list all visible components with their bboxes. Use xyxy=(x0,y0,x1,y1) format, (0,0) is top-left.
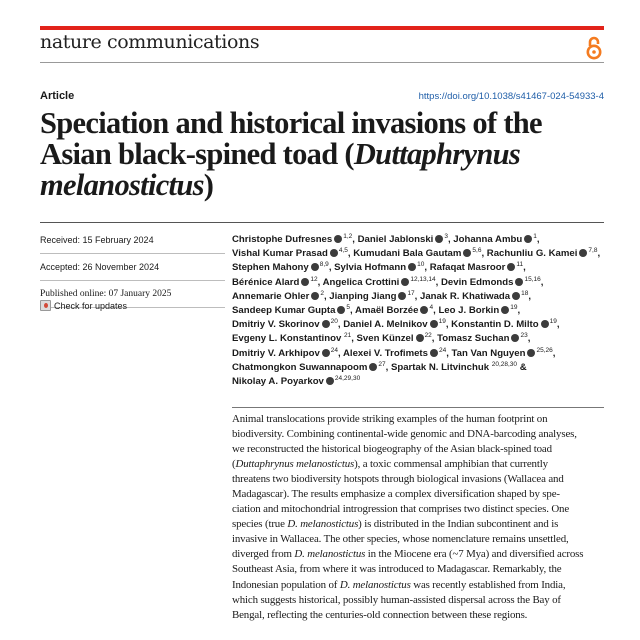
orcid-icon[interactable] xyxy=(322,320,330,328)
orcid-icon[interactable] xyxy=(541,320,549,328)
author-line xyxy=(232,304,604,318)
author-name[interactable]: , Sven Künzel xyxy=(351,333,414,345)
author-separator: , xyxy=(552,347,556,359)
received-date: Received: 15 February 2024 xyxy=(40,234,225,254)
author-name[interactable]: Annemarie Ohler xyxy=(232,290,310,302)
affiliation-superscript[interactable]: 24 xyxy=(438,346,447,354)
abstract-line xyxy=(232,412,607,427)
abstract-text: Indonesian population of xyxy=(232,578,340,591)
author-name[interactable]: , Jianping Jiang xyxy=(323,290,397,302)
abstract-text: ciation and mitochondrial introgression that comprises two distinct species. One xyxy=(232,503,570,516)
journal-name[interactable]: nature communications xyxy=(40,31,260,53)
abstract-text: species (true xyxy=(232,518,288,531)
species-name: D. melanostictus xyxy=(339,578,411,591)
crossmark-icon xyxy=(40,300,51,311)
abstract-divider xyxy=(232,407,604,408)
author-name[interactable]: Vishal Kumar Prasad xyxy=(232,248,328,260)
title-divider xyxy=(40,222,604,223)
author-name[interactable]: , Spartak N. Litvinchuk xyxy=(385,361,490,373)
orcid-icon[interactable] xyxy=(326,377,334,385)
species-name: Duttaphrynus melanostictus xyxy=(235,458,355,471)
species-name: D. melanostictus xyxy=(287,518,359,531)
author-line xyxy=(232,318,604,332)
abstract-line xyxy=(232,472,607,487)
author-name[interactable]: , Konstantin D. Milto xyxy=(445,319,539,331)
author-name[interactable]: Sandeep Kumar Gupta xyxy=(232,304,336,316)
orcid-icon[interactable] xyxy=(330,249,338,257)
author-separator: , xyxy=(523,262,526,274)
abstract-text: we reconstructed the historical biogeography of the Asian black-spined toad xyxy=(232,443,552,456)
author-line xyxy=(232,247,604,261)
orcid-icon[interactable] xyxy=(311,263,319,271)
affiliation-superscript[interactable]: 19 xyxy=(510,303,518,311)
abstract-text: Madagascar). The results emphasize a complex diversification shaped by spe- xyxy=(232,488,560,501)
orcid-icon[interactable] xyxy=(416,334,424,342)
affiliation-superscript[interactable]: 3 xyxy=(444,233,448,240)
abstract-text: Animal translocations provide striking examples of the human footprint on xyxy=(232,413,548,425)
author-name[interactable]: , Angelica Crottini xyxy=(317,276,400,288)
affiliation-superscript[interactable]: 4 xyxy=(429,303,434,311)
affiliation-superscript[interactable]: 12,13,14 xyxy=(410,275,436,283)
affiliation-superscript[interactable]: 5 xyxy=(346,303,351,311)
accepted-date: Accepted: 26 November 2024 xyxy=(40,261,225,281)
abstract-line xyxy=(232,457,607,472)
affiliation-superscript[interactable]: 24,29,30 xyxy=(334,374,361,382)
abstract-text: diverged from xyxy=(232,548,295,561)
affiliation-superscript[interactable]: 2 xyxy=(320,289,324,297)
title-line: Asian black-spined toad (Duttaphrynus xyxy=(40,137,521,171)
doi-link[interactable]: https://doi.org/10.1038/s41467-024-54933-4 xyxy=(418,91,604,102)
author-list xyxy=(232,233,604,389)
affiliation-superscript[interactable]: 27 xyxy=(378,360,386,368)
author-name[interactable]: Bérénice Alard xyxy=(232,276,300,288)
orcid-icon[interactable] xyxy=(420,306,428,314)
author-name[interactable]: , Daniel A. Melnikov xyxy=(337,319,428,331)
author-name[interactable]: , Leo J. Borkin xyxy=(433,304,500,316)
abstract-text: which suggests historical, possibly human-assisted dispersal across the Bay of xyxy=(232,593,561,606)
author-name[interactable]: , Rafaqat Masroor xyxy=(424,262,506,274)
affiliation-superscript[interactable]: 22 xyxy=(424,332,432,340)
abstract-text: biodiversity. Combining continental-wide genomic and DNA-barcoding analyses, xyxy=(232,428,577,441)
orcid-icon[interactable] xyxy=(369,363,377,371)
orcid-icon[interactable] xyxy=(501,306,509,314)
author-name[interactable]: , Sylvia Hofmann xyxy=(328,262,407,274)
author-line xyxy=(232,347,604,361)
affiliation-superscript[interactable]: 4,5 xyxy=(338,247,348,255)
affiliation-superscript[interactable]: 17 xyxy=(407,289,415,297)
author-name[interactable]: , Rachunliu G. Kamei xyxy=(481,248,578,260)
orcid-icon[interactable] xyxy=(430,320,438,328)
author-separator: , xyxy=(597,248,601,260)
affiliation-superscript[interactable]: 24 xyxy=(330,346,339,354)
check-for-updates-label: Check for updates xyxy=(54,300,128,311)
header-divider xyxy=(40,62,604,63)
author-line xyxy=(232,261,604,275)
abstract-line xyxy=(232,562,607,577)
orcid-icon[interactable] xyxy=(334,235,342,243)
author-name[interactable]: , Tomasz Suchan xyxy=(431,333,510,345)
author-separator: , xyxy=(536,234,540,245)
affiliation-superscript[interactable]: 25,26 xyxy=(536,346,553,354)
affiliation-superscript[interactable]: 5,6 xyxy=(472,247,482,255)
species-name: D. melanostictus xyxy=(294,548,366,561)
abstract-line xyxy=(232,442,607,457)
author-name[interactable]: , Tan Van Nguyen xyxy=(446,347,526,359)
abstract-line xyxy=(232,487,607,502)
author-separator: , xyxy=(556,319,560,331)
abstract-line xyxy=(232,517,607,532)
author-separator: , xyxy=(527,333,531,345)
orcid-icon[interactable] xyxy=(463,249,471,257)
affiliation-superscript[interactable]: 1 xyxy=(533,233,537,240)
abstract-text: ), a toxic commensal amphibian that currently xyxy=(354,458,548,471)
affiliation-superscript[interactable]: 21 xyxy=(343,332,352,340)
abstract-line xyxy=(232,547,607,562)
affiliation-superscript[interactable]: 19 xyxy=(549,318,557,326)
affiliation-superscript[interactable]: 11 xyxy=(516,261,524,269)
author-line xyxy=(232,276,604,290)
orcid-icon[interactable] xyxy=(515,278,523,286)
title-line: melanostictus) xyxy=(40,168,214,202)
abstract-line xyxy=(232,502,607,517)
author-name[interactable]: Stephen Mahony xyxy=(232,262,309,274)
author-separator: , xyxy=(528,290,532,302)
orcid-icon[interactable] xyxy=(430,349,438,357)
author-line xyxy=(232,233,604,247)
affiliation-superscript[interactable]: 8,9 xyxy=(319,261,329,269)
abstract-text: was recently established from India, xyxy=(410,578,566,591)
abstract-line xyxy=(232,427,607,442)
abstract-text: threatens two biodiversity hotspots through biological invasions (Wallacea and xyxy=(232,473,564,486)
author-line xyxy=(232,332,604,346)
abstract-text: Southeast Asia, from where it was introduced to Madagascar. Remarkably, the xyxy=(232,563,562,576)
author-name[interactable]: Chatmongkon Suwannapoom xyxy=(232,361,368,373)
journal-brand-bar xyxy=(40,26,604,30)
orcid-icon[interactable] xyxy=(435,235,443,243)
abstract-line xyxy=(232,532,607,547)
orcid-icon[interactable] xyxy=(524,235,532,243)
orcid-icon[interactable] xyxy=(527,349,535,357)
author-name[interactable]: , Devin Edmonds xyxy=(435,276,514,288)
author-name[interactable]: Nikolay A. Poyarkov xyxy=(232,375,324,387)
author-line xyxy=(232,375,604,389)
abstract-text: Bengal, reflecting the centuries-old connection between these regions. xyxy=(232,608,528,621)
article-title xyxy=(40,108,600,201)
author-name[interactable]: Dmitriy V. Arkhipov xyxy=(232,347,320,359)
orcid-icon[interactable] xyxy=(408,263,416,271)
abstract-line xyxy=(232,608,607,623)
title-line: Speciation and historical invasions of the xyxy=(40,106,542,140)
abstract-text: in the Miocene era (~7 Mya) and diversified across xyxy=(365,548,584,561)
abstract-text: ( xyxy=(232,458,236,471)
orcid-icon[interactable] xyxy=(398,292,406,300)
affiliation-superscript[interactable]: 12 xyxy=(310,275,318,283)
open-access-icon xyxy=(584,35,604,61)
affiliation-superscript[interactable]: 19 xyxy=(438,318,446,326)
abstract-line xyxy=(232,578,607,593)
author-name[interactable]: Dmitriy V. Skorinov xyxy=(232,319,320,331)
orcid-icon[interactable] xyxy=(511,334,519,342)
author-name[interactable]: , Amaël Borzée xyxy=(350,304,419,316)
affiliation-superscript[interactable]: 7,8 xyxy=(588,247,598,255)
orcid-icon[interactable] xyxy=(401,278,409,286)
author-line xyxy=(232,290,604,304)
affiliation-superscript[interactable]: 10 xyxy=(417,261,425,269)
orcid-icon[interactable] xyxy=(507,263,515,271)
author-separator: , xyxy=(540,276,544,288)
author-name[interactable]: , Daniel Jablonski xyxy=(352,234,434,245)
orcid-icon[interactable] xyxy=(337,306,345,314)
abstract-text: ) is distributed in the Indian subcontinent and is xyxy=(358,518,559,531)
affiliation-superscript[interactable]: 18 xyxy=(521,289,529,297)
author-name[interactable]: , Johanna Ambu xyxy=(447,234,523,245)
author-name[interactable]: , Janak R. Khatiwada xyxy=(414,290,511,302)
affiliation-superscript[interactable]: 15,16 xyxy=(524,275,541,283)
author-name[interactable]: , Alexei V. Trofimets xyxy=(338,347,428,359)
orcid-icon[interactable] xyxy=(311,292,319,300)
affiliation-superscript[interactable]: 23 xyxy=(520,332,528,340)
author-name[interactable]: Christophe Dufresnes xyxy=(232,234,333,245)
affiliation-superscript[interactable]: 1,2 xyxy=(343,233,353,240)
article-type: Article xyxy=(40,90,75,102)
author-line xyxy=(232,361,604,375)
abstract xyxy=(232,412,607,623)
orcid-icon[interactable] xyxy=(322,349,330,357)
author-separator: & xyxy=(517,361,527,373)
check-for-updates-button[interactable] xyxy=(40,300,127,311)
published-date: Published online: 07 January 2025 xyxy=(40,288,225,308)
orcid-icon[interactable] xyxy=(512,292,520,300)
orcid-icon[interactable] xyxy=(301,278,309,286)
author-name[interactable]: , Kumudani Bala Gautam xyxy=(347,248,462,260)
orcid-icon[interactable] xyxy=(579,249,587,257)
abstract-line xyxy=(232,593,607,608)
abstract-text: invasive in Wallacea. The other species, whose nomenclature remains unsettled, xyxy=(232,533,569,546)
affiliation-superscript[interactable]: 20 xyxy=(330,318,338,326)
affiliation-superscript[interactable]: 20,28,30 xyxy=(491,360,518,368)
author-name[interactable]: Evgeny L. Konstantinov xyxy=(232,333,342,345)
author-separator: , xyxy=(517,304,521,316)
